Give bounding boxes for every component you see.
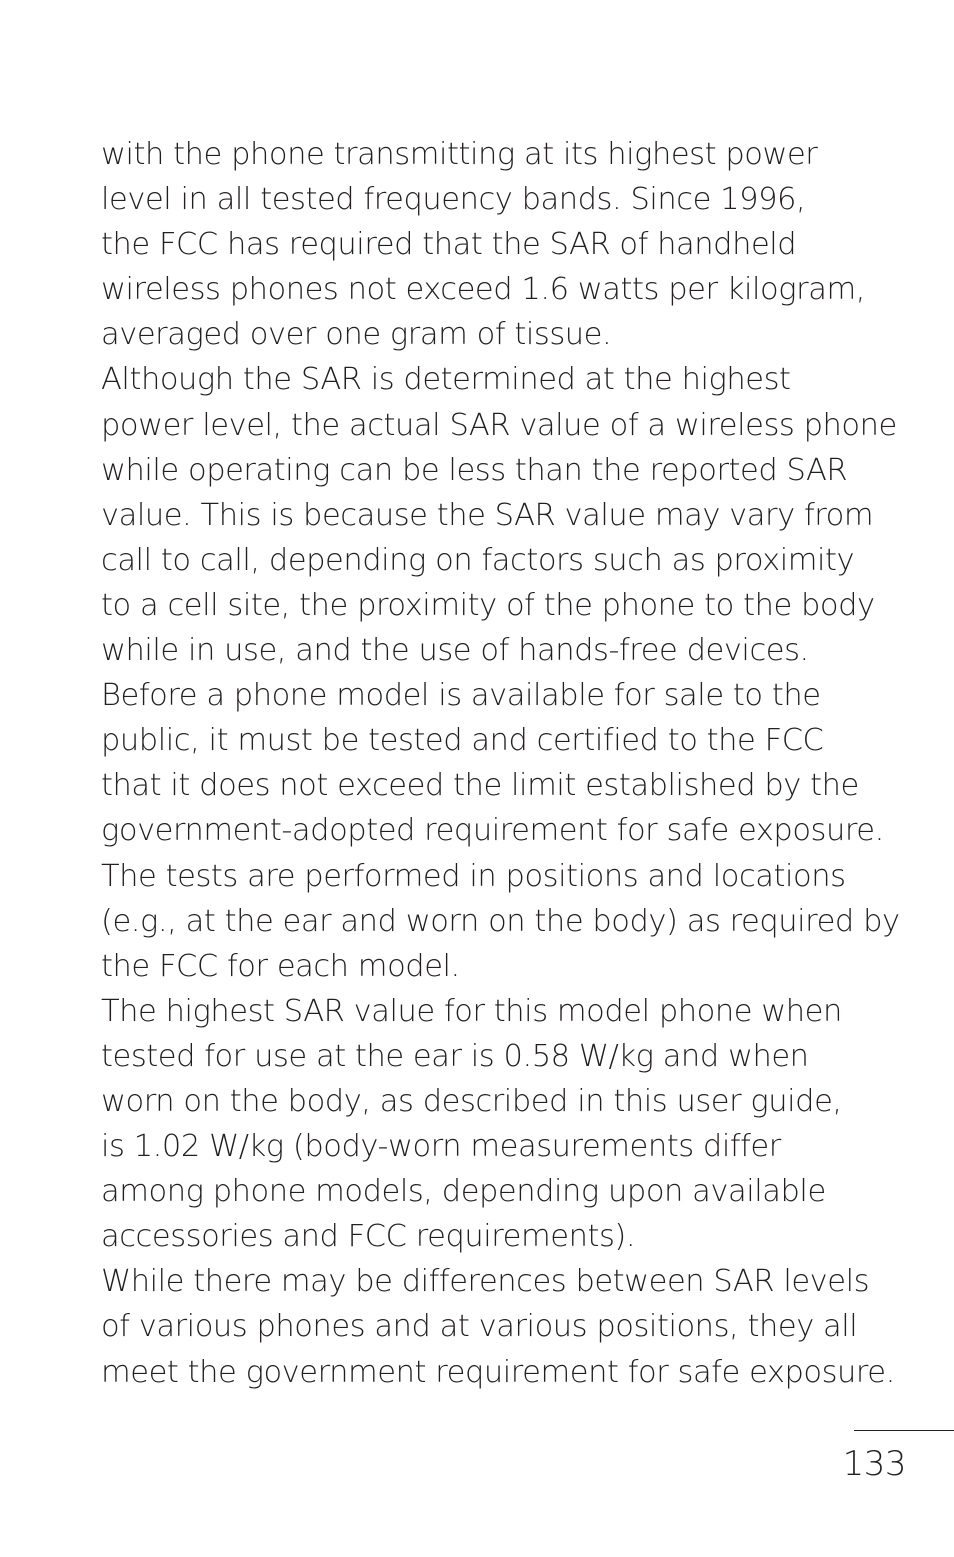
- text-line: while in use, and the use of hands-free devices.: [101, 633, 809, 669]
- text-line: with the phone transmitting at its highest power: [101, 137, 818, 172]
- text-line: meet the government requirement for safe exposure.: [101, 1354, 895, 1390]
- text-line: tested for use at the ear is 0.58 W/kg and when: [101, 1038, 809, 1074]
- text-line: worn on the body, as described in this user guide,: [101, 1083, 842, 1119]
- text-line: while operating can be less than the reported SAR: [101, 452, 848, 488]
- text-line: While there may be differences between SAR levels: [101, 1264, 870, 1300]
- body-text: [101, 132, 901, 1395]
- footer-divider: [854, 1430, 954, 1431]
- text-line: wireless phones not exceed 1.6 watts per kilogram,: [101, 272, 865, 308]
- text-line: public, it must be tested and certified to the FCC: [101, 723, 824, 759]
- text-line: among phone models, depending upon available: [101, 1174, 826, 1210]
- page-number: 133: [842, 1444, 906, 1484]
- text-line: value. This is because the SAR value may vary from: [101, 497, 874, 533]
- text-line: Although the SAR is determined at the highest: [101, 362, 791, 398]
- text-line: power level, the actual SAR value of a wireless phone: [101, 407, 897, 443]
- text-line: Before a phone model is available for sale to the: [101, 678, 821, 714]
- text-line: the FCC has required that the SAR of handheld: [101, 227, 797, 263]
- text-line: call to call, depending on factors such as proximity: [101, 542, 855, 578]
- text-line: of various phones and at various positions, they all: [101, 1309, 858, 1345]
- text-line: to a cell site, the proximity of the phone to the body: [101, 587, 875, 623]
- text-line: level in all tested frequency bands. Since 1996,: [101, 182, 806, 218]
- text-line: government-adopted requirement for safe exposure.: [101, 813, 884, 849]
- text-line: the FCC for each model.: [101, 948, 460, 984]
- text-line: is 1.02 W/kg (body-worn measurements differ: [101, 1129, 781, 1165]
- text-line: accessories and FCC requirements).: [101, 1219, 636, 1255]
- text-line: averaged over one gram of tissue.: [101, 317, 612, 353]
- text-line: that it does not exceed the limit established by the: [101, 768, 859, 804]
- text-line: (e.g., at the ear and worn on the body) as required by: [101, 903, 900, 939]
- text-line: The highest SAR value for this model phone when: [101, 993, 842, 1029]
- text-line: The tests are performed in positions and locations: [101, 858, 846, 894]
